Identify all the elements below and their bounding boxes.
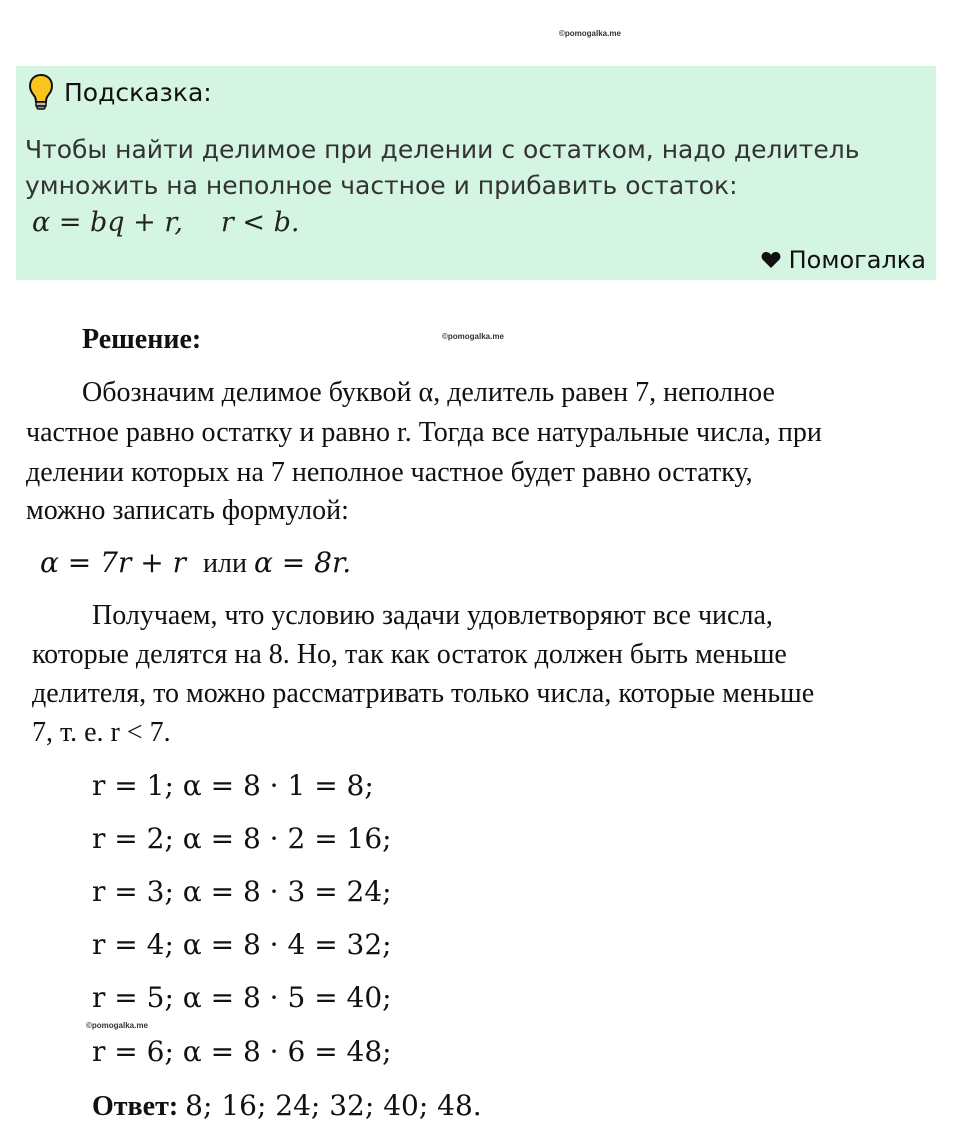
- brand-label: [761, 246, 926, 274]
- paragraph-line: которые делятся на 8. Но, так как остаток должен быть меньше: [32, 639, 787, 670]
- case-line: r = 3; α = 8 · 3 = 24;: [92, 875, 392, 908]
- paragraph-line: можно записать формулой:: [26, 495, 349, 526]
- hint-formula-condition: r < b.: [220, 207, 300, 238]
- hint-box: [16, 66, 936, 280]
- case-line: r = 5; α = 8 · 5 = 40;: [92, 981, 392, 1014]
- paragraph-line: делении которых на 7 неполное частное будет равно остатку,: [26, 457, 753, 488]
- formula-line: [40, 544, 351, 583]
- answer-value: 8; 16; 24; 32; 40; 48.: [185, 1089, 482, 1122]
- watermark: ©pomogalka.me: [86, 1021, 148, 1030]
- formula-or: или: [203, 548, 247, 579]
- case-line: r = 4; α = 8 · 4 = 32;: [92, 928, 392, 961]
- hint-formula: [32, 207, 299, 238]
- heart-icon: [761, 251, 781, 269]
- hint-header: [28, 72, 212, 112]
- hint-text: Чтобы найти делимое при делении с остатком, надо делитель умножить на неполное частное и прибавить остаток:: [25, 135, 860, 200]
- formula-left: α = 7r + r: [40, 546, 187, 579]
- solution-heading: Решение:: [82, 324, 202, 355]
- answer-label: Ответ:: [92, 1091, 179, 1122]
- paragraph-line: Обозначим делимое буквой α, делитель равен 7, неполное: [82, 377, 775, 408]
- hint-formula-main: α = bq + r,: [32, 207, 183, 238]
- case-line: r = 2; α = 8 · 2 = 16;: [92, 822, 392, 855]
- paragraph-line: делителя, то можно рассматривать только числа, которые меньше: [32, 678, 815, 709]
- answer-line: [92, 1087, 482, 1126]
- watermark: ©pomogalka.me: [442, 332, 504, 341]
- watermark: ©pomogalka.me: [559, 29, 621, 38]
- brand-name: Помогалка: [788, 246, 926, 274]
- paragraph-line: Получаем, что условию задачи удовлетворяют все числа,: [92, 600, 773, 631]
- case-line: r = 1; α = 8 · 1 = 8;: [92, 769, 374, 802]
- case-line: r = 6; α = 8 · 6 = 48;: [92, 1035, 392, 1068]
- paragraph-line: частное равно остатку и равно r. Тогда все натуральные числа, при: [26, 417, 822, 448]
- formula-right: α = 8r.: [253, 546, 352, 579]
- lightbulb-icon: [28, 73, 54, 111]
- paragraph-line: 7, т. е. r < 7.: [32, 717, 171, 748]
- hint-title: Подсказка:: [64, 77, 212, 107]
